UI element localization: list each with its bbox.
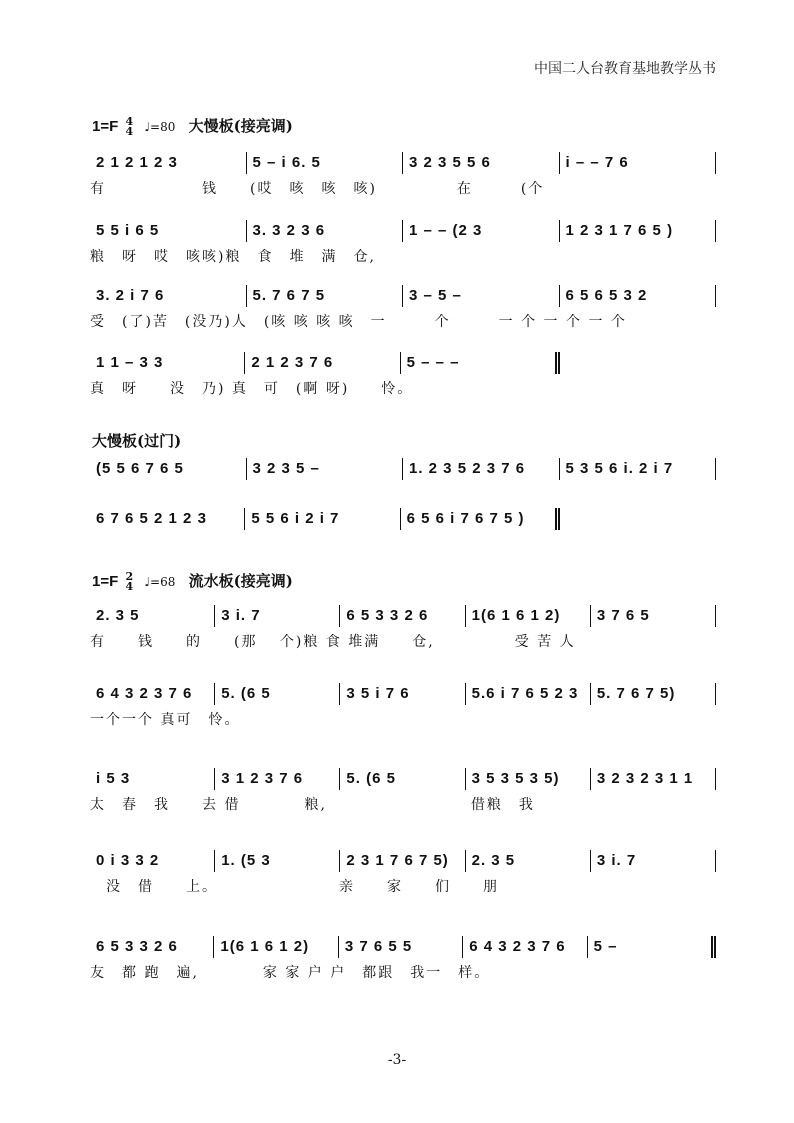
lyrics-line: 真 呀 没 乃) 真 可 (啊 呀) 怜。 <box>90 381 414 397</box>
measure: 5. 7 6 7 5 <box>247 285 404 307</box>
tempo-marking: ♩=80 <box>144 120 176 134</box>
time-signature: 4 4 <box>125 115 134 138</box>
section-title-1 <box>92 115 293 137</box>
measure: 1. 2 3 5 2 3 7 6 <box>403 458 560 480</box>
measure: 2. 3 5 <box>466 850 591 872</box>
system <box>90 220 716 268</box>
measure-row <box>90 285 716 307</box>
measure: 1 – – (2 3 <box>403 220 560 242</box>
measure: 3 2 3 5 – <box>247 458 404 480</box>
system <box>90 768 716 816</box>
measure-final: 5 – – – <box>401 352 560 374</box>
measure: 6 4 3 2 3 7 6 <box>90 683 215 705</box>
measure: 1(6 1 6 1 2) <box>214 936 338 958</box>
system <box>90 605 716 653</box>
section-title-2 <box>92 430 181 451</box>
time-signature: 2 4 <box>125 570 134 593</box>
measure: 6 5 6 5 3 2 <box>560 285 717 307</box>
tempo-marking: ♩=68 <box>144 575 176 589</box>
measure-row <box>90 458 716 480</box>
measure: i – – 7 6 <box>560 152 717 174</box>
section-name: 大慢板(接亮调) <box>188 117 293 135</box>
measure: 2 1 2 1 2 3 <box>90 152 247 174</box>
lyrics-line: 友 都 跑 遍, 家 家 户 户 都跟 我一 样。 <box>90 965 491 981</box>
measure: 1 1 – 3 3 <box>90 352 245 374</box>
measure: 5.6 i 7 6 5 2 3 <box>466 683 591 705</box>
system <box>90 508 560 530</box>
measure: 1. (5 3 <box>215 850 340 872</box>
key-signature: 1=F <box>92 118 119 135</box>
measure-row <box>90 683 716 705</box>
measure-row <box>90 508 560 530</box>
measure: 5 – i 6. 5 <box>247 152 404 174</box>
measure: 0 i 3 3 2 <box>90 850 215 872</box>
lyrics-line: 受 (了)苦 (没乃)人 (咳 咳 咳 咳 一 个 一 个 一 个 一 个 <box>90 314 627 330</box>
measure: 3 1 2 3 7 6 <box>215 768 340 790</box>
section-name: 大慢板(过门) <box>92 432 182 450</box>
measure: 5. (6 5 <box>340 768 465 790</box>
measure: 2 3 1 7 6 7 5) <box>340 850 465 872</box>
lyrics-line: 有 钱 (哎 咳 咳 咳) 在 (个 <box>90 181 545 197</box>
measure: 5. 7 6 7 5) <box>591 683 716 705</box>
measure-row <box>90 850 716 872</box>
measure-row <box>90 152 716 174</box>
measure: 6 5 3 3 2 6 <box>340 605 465 627</box>
measure: 5 3 5 6 i. 2 i 7 <box>560 458 717 480</box>
lyrics-line: 有 钱 的 (那 个)粮 食 堆满 仓, 受 苦 人 <box>90 634 576 650</box>
measure: 5 5 i 6 5 <box>90 220 247 242</box>
measure: 3. 3 2 3 6 <box>247 220 404 242</box>
measure-row <box>90 936 716 958</box>
measure: 3 i. 7 <box>591 850 716 872</box>
measure: 3 5 i 7 6 <box>340 683 465 705</box>
measure-final: 6 5 6 i 7 6 7 5 ) <box>401 508 560 530</box>
measure: 6 5 3 3 2 6 <box>90 936 214 958</box>
page-number: -3- <box>387 1052 407 1068</box>
lyrics-line: 没 借 上。 亲 家 们 朋 <box>90 879 499 895</box>
measure: 5 5 6 i 2 i 7 <box>245 508 400 530</box>
section-title-3 <box>92 570 293 592</box>
measure: 1(6 1 6 1 2) <box>466 605 591 627</box>
measure-row <box>90 768 716 790</box>
measure: 3. 2 i 7 6 <box>90 285 247 307</box>
measure: 5. (6 5 <box>215 683 340 705</box>
measure-final: 5 – <box>588 936 716 958</box>
measure-row <box>90 220 716 242</box>
measure: 6 7 6 5 2 1 2 3 <box>90 508 245 530</box>
measure: 3 – 5 – <box>403 285 560 307</box>
system <box>90 352 560 400</box>
system <box>90 683 716 731</box>
measure: 1 2 3 1 7 6 5 ) <box>560 220 717 242</box>
measure: 3 2 3 5 5 6 <box>403 152 560 174</box>
section-name: 流水板(接亮调) <box>188 572 293 590</box>
measure: 6 4 3 2 3 7 6 <box>463 936 587 958</box>
lyrics-line: 粮 呀 哎 咳咳)粮 食 堆 满 仓, <box>90 249 616 265</box>
system <box>90 458 716 480</box>
book-series-header: 中国二人台教育基地教学丛书 <box>534 61 716 77</box>
measure: 3 2 3 2 3 1 1 <box>591 768 716 790</box>
measure: 2 1 2 3 7 6 <box>245 352 400 374</box>
lyrics-line: 一个一个 真可 怜。 <box>90 712 241 728</box>
measure: 3 5 3 5 3 5) <box>466 768 591 790</box>
measure: 2. 3 5 <box>90 605 215 627</box>
system <box>90 936 716 984</box>
system <box>90 152 716 200</box>
measure: (5 5 6 7 6 5 <box>90 458 247 480</box>
key-signature: 1=F <box>92 573 119 590</box>
lyrics-line: 太 春 我 去 借 粮, 借粮 我 <box>90 797 535 813</box>
system <box>90 285 716 333</box>
system <box>90 850 716 898</box>
measure: 3 7 6 5 <box>591 605 716 627</box>
measure: 3 i. 7 <box>215 605 340 627</box>
measure: 3 7 6 5 5 <box>339 936 463 958</box>
measure-row <box>90 352 560 374</box>
measure: i 5 3 <box>90 768 215 790</box>
measure-row <box>90 605 716 627</box>
